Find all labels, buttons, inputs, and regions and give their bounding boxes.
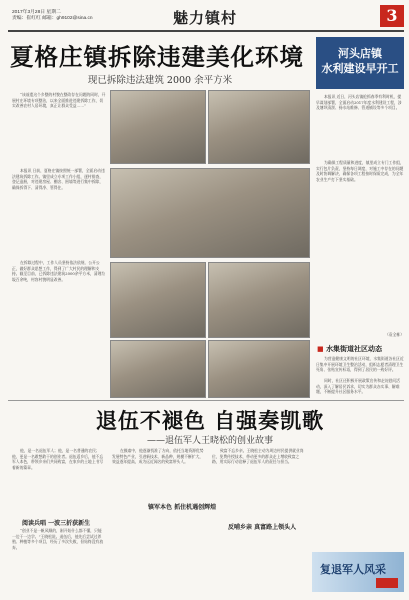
top-story-col2: 本报讯 日前，夏格庄镇按照统一部署，全面启动违法建筑拆除工作。镇里成立专项工作小组，逐村排查，登记造册，对违建房屋、棚舍、围墙等进行集中拆除，确保拆得下、清得净、管得住。 — [12, 168, 105, 190]
photo-village-street — [110, 262, 206, 338]
side-title-line2: 水利建设早开工 — [321, 62, 399, 75]
feature-subhead-1: 阅读兵唱 一波三折获新生 — [22, 520, 91, 527]
date-line: 2017年3月28日 星期二 — [12, 10, 61, 15]
section-bullet: ■ — [317, 345, 324, 353]
feature-col3: 在摸索中，他逐渐找准了方向，依托当地资源优势发展特色产业，引进新技术、新品种，规模不断扩大，效益逐年提高，成为远近闻名的致富带头人。 — [112, 448, 204, 465]
side-signoff: （袁全栋） — [385, 332, 404, 337]
editor-line: 责编：崔红红 邮箱：gh9102@sina.cn — [12, 16, 93, 22]
main-headline: 夏格庄镇拆除违建美化环境 — [10, 43, 304, 71]
section-title: 魅力镇村 — [172, 9, 237, 27]
side-story-body4: 同时，社区还积极开展政策宣传和走访慰问活动，深入了解居民诉求，切实为群众办实事、解难题，不断提升社区服务水平。 — [316, 378, 400, 395]
feature-col4: 致富不忘乡亲。王晓松主动为周边村民提供就业岗位，免费传授技术，带动更多的群众走上增收致富之路，用实际行动诠释了退伍军人的责任与担当。 — [212, 448, 304, 465]
story-divider — [8, 400, 404, 401]
photo-villagers — [110, 90, 206, 164]
top-story-col3: 在拆除过程中，工作人员坚持依法依规、公开公正，做好群众思想工作，得到了广大村民的理解和支持。截至目前，已拆除违法建筑2000余平方米，清理垃圾百余吨，村容村貌明显改善。 — [12, 260, 106, 282]
side-title-box — [316, 37, 404, 89]
side-story-body1: 本报讯 近日，河头店镇抢抓春季有利时机，提早谋划部署，全面启动2017年度水利建设工程，涉及塘坝清淤、扬水站维修、管道铺设等多个项目。 — [316, 94, 402, 111]
veterans-banner — [312, 552, 404, 592]
flag-icon — [376, 578, 398, 588]
header-rule — [8, 30, 404, 32]
side-story-body2: 为确保工程质量和进度，镇里成立专门工作组，实行包片负责，坚持每日调度，对施工中存在的问题及时协调解决，确保各项工程按时保质完成，为全年农业生产打下坚实基础。 — [316, 160, 404, 182]
photo-excavator — [208, 90, 310, 164]
side-title-line1: 河头店镇 — [338, 47, 382, 60]
community-section-label — [317, 344, 382, 354]
photo-rubble — [110, 340, 206, 398]
feature-subhead-2: 镇军本色 抓住机遇创辉煌 — [148, 504, 217, 511]
side-story-body3: 为营造健康文明的社区环境，水集街道各社区近日集中开展环境卫生整治活动，组织志愿者清理卫生死角、张贴宣传标语，得到了居民的一致好评。 — [316, 356, 404, 373]
feature-col1: 他，是一名退伍军人；他，是一名普通的农民；他，更是一名敢想敢干的创业者。退伍返乡后，他不忘军人本色，带领乡亲们共同致富，在家乡的土地上书写着新的篇章。 — [12, 448, 104, 470]
feature-col2: “创业不是一帆风顺的，刚开始什么都不懂，只能一边干一边学。”王晓松说。退伍后，他先后尝试过养殖、种植等多个项目，经历了多次失败，但始终没有放弃。 — [12, 528, 104, 550]
photo-demolition — [110, 168, 310, 258]
top-story-col1: “该前遗这个乡整的村貌在整改存在问题的同时，开展村庄环境专项整治，以来全面推进违建拆除工作，切实改善农村人居环境，真正让群众受益……” — [12, 92, 106, 109]
main-subheadline: 现已拆除违法建筑 2000 余平方米 — [87, 75, 233, 86]
feature-headline: 退伍不褪色 自强奏凯歌 — [95, 408, 325, 433]
header-info — [12, 10, 93, 23]
banner-text: 复退军人风采 — [320, 563, 386, 576]
feature-subhead-3: 反哺乡亲 真富路上领头人 — [228, 524, 297, 531]
photo-bulldozer — [208, 262, 310, 338]
feature-subheadline: ——退伍军人王晓松的创业故事 — [146, 436, 273, 446]
photo-cleared-site — [208, 340, 310, 398]
page-number: 3 — [380, 5, 404, 27]
section-label-text: 水集街道社区动态 — [326, 345, 383, 353]
